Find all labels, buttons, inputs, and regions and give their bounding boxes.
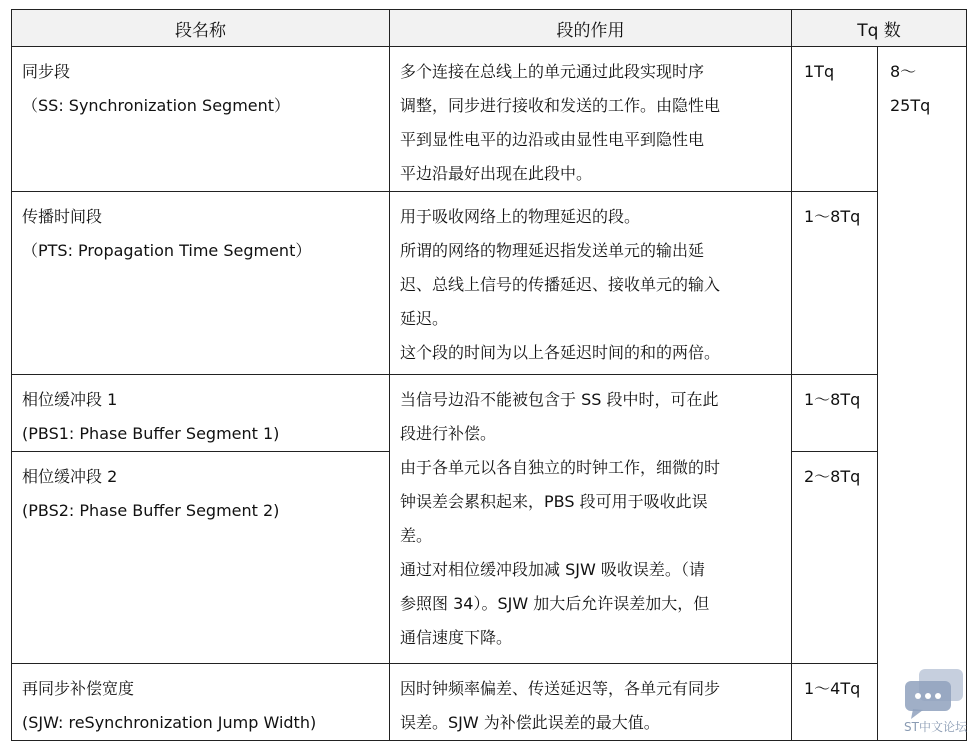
pbs-desc-cell	[390, 375, 792, 664]
desc-line: 误差。SJW 为补偿此误差的最大值。	[400, 713, 660, 732]
segment-name-zh: 传播时间段	[22, 207, 103, 226]
desc-line: 由于各单元以各自独立的时钟工作，细微的时	[400, 458, 721, 477]
segment-desc-cell	[390, 192, 792, 375]
watermark-text: ST中文论坛	[904, 720, 967, 734]
segment-name-cell	[12, 47, 390, 192]
desc-line: 所谓的网络的物理延迟指发送单元的输出延	[400, 241, 705, 260]
desc-line: 因时钟频率偏差、传送延迟等，各单元有同步	[400, 679, 721, 698]
desc-line: 延迟。	[400, 309, 449, 328]
desc-line: 差。	[400, 526, 433, 545]
desc-line: 平边沿最好出现在此段中。	[400, 164, 593, 183]
desc-line: 用于吸收网络上的物理延迟的段。	[400, 207, 641, 226]
segment-name-zh: 相位缓冲段 2	[22, 467, 118, 486]
desc-line: 迟、总线上信号的传播延迟、接收单元的输入	[400, 275, 721, 294]
segment-name-en: (PBS2: Phase Buffer Segment 2)	[22, 501, 280, 520]
desc-line: 段进行补偿。	[400, 424, 497, 443]
segment-name-cell	[12, 452, 390, 664]
segment-name-cell	[12, 375, 390, 452]
tq-cell	[792, 452, 878, 664]
table-row	[12, 192, 967, 375]
table-row	[12, 375, 967, 452]
desc-line: 钟误差会累积起来，PBS 段可用于吸收此误	[400, 492, 708, 511]
segment-name-zh: 再同步补偿宽度	[22, 679, 135, 698]
tq-cell	[792, 192, 878, 375]
segment-desc-cell	[390, 664, 792, 741]
total-tq-cell	[878, 47, 967, 741]
desc-line: 通信速度下降。	[400, 628, 513, 647]
tq-value: 2～8Tq	[804, 467, 861, 486]
segment-name-cell	[12, 192, 390, 375]
desc-line: 多个连接在总线上的单元通过此段实现时序	[400, 62, 705, 81]
segment-name-en: （SS: Synchronization Segment）	[22, 96, 291, 115]
header-row	[12, 10, 967, 47]
desc-line: 参照图 34）。SJW 加大后允许误差加大，但	[400, 594, 710, 613]
table-row	[12, 47, 967, 192]
tq-value: 1Tq	[804, 62, 835, 81]
header-segment-name: 段名称	[12, 10, 390, 47]
segment-name-en: （PTS: Propagation Time Segment）	[22, 241, 312, 260]
segment-name-zh: 相位缓冲段 1	[22, 390, 118, 409]
tq-value: 1～8Tq	[804, 207, 861, 226]
desc-line: 这个段的时间为以上各延迟时间的和的两倍。	[400, 343, 721, 362]
desc-line: 通过对相位缓冲段加减 SJW 吸收误差。（请	[400, 560, 705, 579]
header-segment-function: 段的作用	[390, 10, 792, 47]
desc-line: 当信号边沿不能被包含于 SS 段中时，可在此	[400, 390, 719, 409]
tq-cell	[792, 375, 878, 452]
tq-value: 1～8Tq	[804, 390, 861, 409]
segment-name-cell	[12, 664, 390, 741]
segment-table	[11, 9, 967, 741]
segment-name-en: (PBS1: Phase Buffer Segment 1)	[22, 424, 280, 443]
segment-desc-cell	[390, 47, 792, 192]
desc-line: 调整，同步进行接收和发送的工作。由隐性电	[400, 96, 721, 115]
total-tq-line: 25Tq	[890, 96, 931, 115]
segment-name-zh: 同步段	[22, 62, 71, 81]
desc-line: 平到显性电平的边沿或由显性电平到隐性电	[400, 130, 705, 149]
tq-cell	[792, 664, 878, 741]
header-tq-count: Tq 数	[792, 10, 967, 47]
tq-cell	[792, 47, 878, 192]
segment-name-en: (SJW: reSynchronization Jump Width)	[22, 713, 317, 732]
total-tq-line: 8～	[890, 62, 917, 81]
tq-value: 1～4Tq	[804, 679, 861, 698]
table-row	[12, 664, 967, 741]
